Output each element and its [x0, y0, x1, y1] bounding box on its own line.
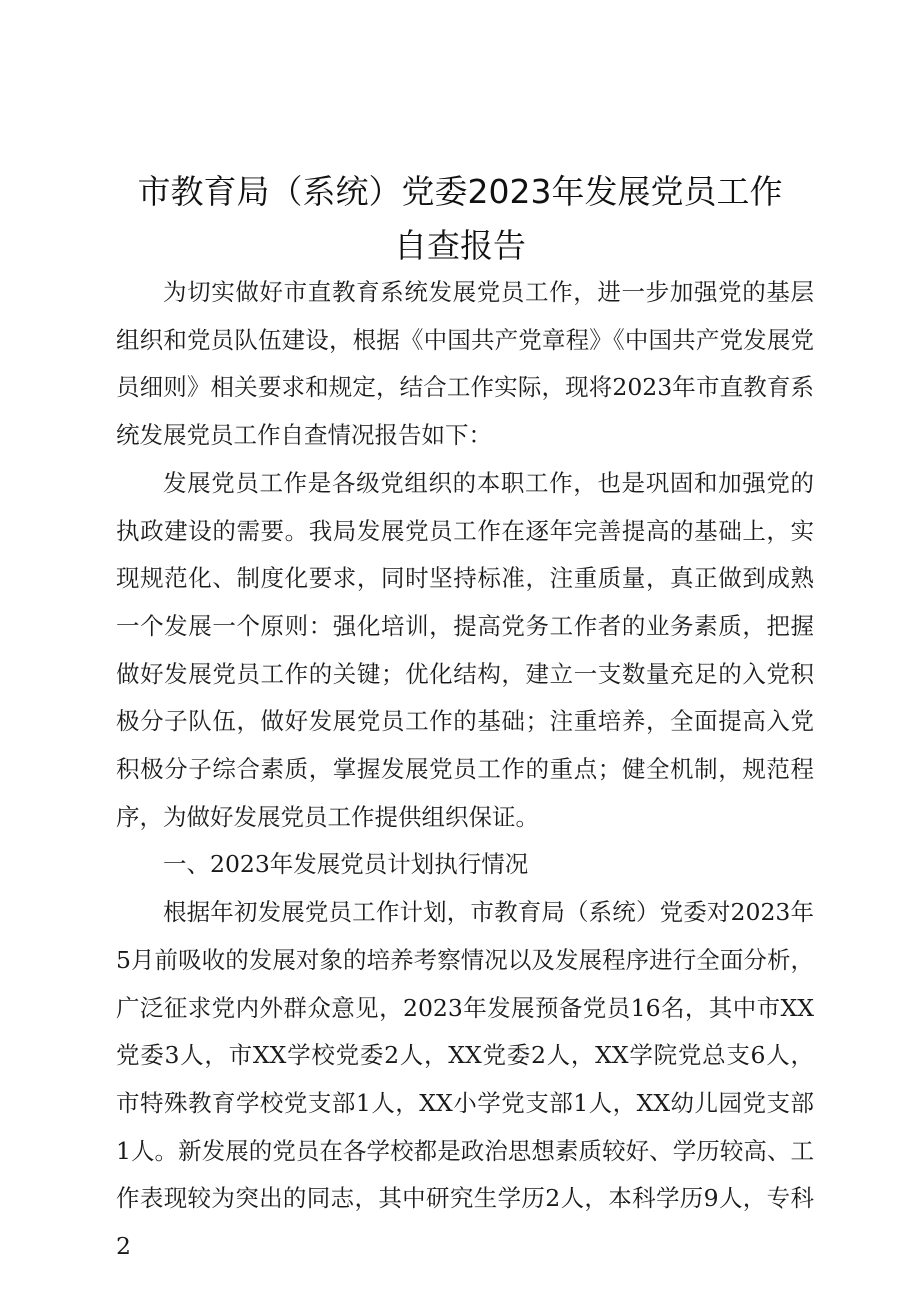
section-1-heading: 一、2023年发展党员计划执行情况 — [163, 850, 529, 879]
section-1-paragraph: 根据年初发展党员工作计划，市教育局（系统）党委对2023年5月前吸收的发展对象的培养考察情况以及发展程序进行全面分析，广泛征求党内外群众意见，2023年发展预备党员16名，其中市XX党委3人，市XX学校党委2人，XX党委2人，XX学院党总支6人，市特殊教育学校党支部1人，XX小学党支部1人，XX幼儿园党支部1人。新发展的党员在各学校都是政治思想素质较好、学历较高、工作表现较为突出的同志，其中研究生学历2人，本科学历9人，专科2 — [116, 898, 814, 1261]
document-title-line-1: 市教育局（系统）党委2023年发展党员工作 — [137, 172, 783, 211]
intro-paragraph: 为切实做好市直教育系统发展党员工作，进一步加强党的基层组织和党员队伍建设，根据《中国共产党章程》《中国共产党发展党员细则》相关要求和规定，结合工作实际，现将2023年市直教育系统发展党员工作自查情况报告如下： — [116, 278, 814, 450]
document-body — [116, 269, 814, 1271]
overview-paragraph: 发展党员工作是各级党组织的本职工作，也是巩固和加强党的执政建设的需要。我局发展党员工作在逐年完善提高的基础上，实现规范化、制度化要求，同时坚持标准，注重质量，真正做到成熟一个发展一个原则：强化培训，提高党务工作者的业务素质，把握做好发展党员工作的关键；优化结构，建立一支数量充足的入党积极分子队伍，做好发展党员工作的基础；注重培养，全面提高入党积极分子综合素质，掌握发展党员工作的重点；健全机制，规范程序，为做好发展党员工作提供组织保证。 — [116, 468, 814, 831]
document-title-line-2: 自查报告 — [394, 226, 526, 265]
